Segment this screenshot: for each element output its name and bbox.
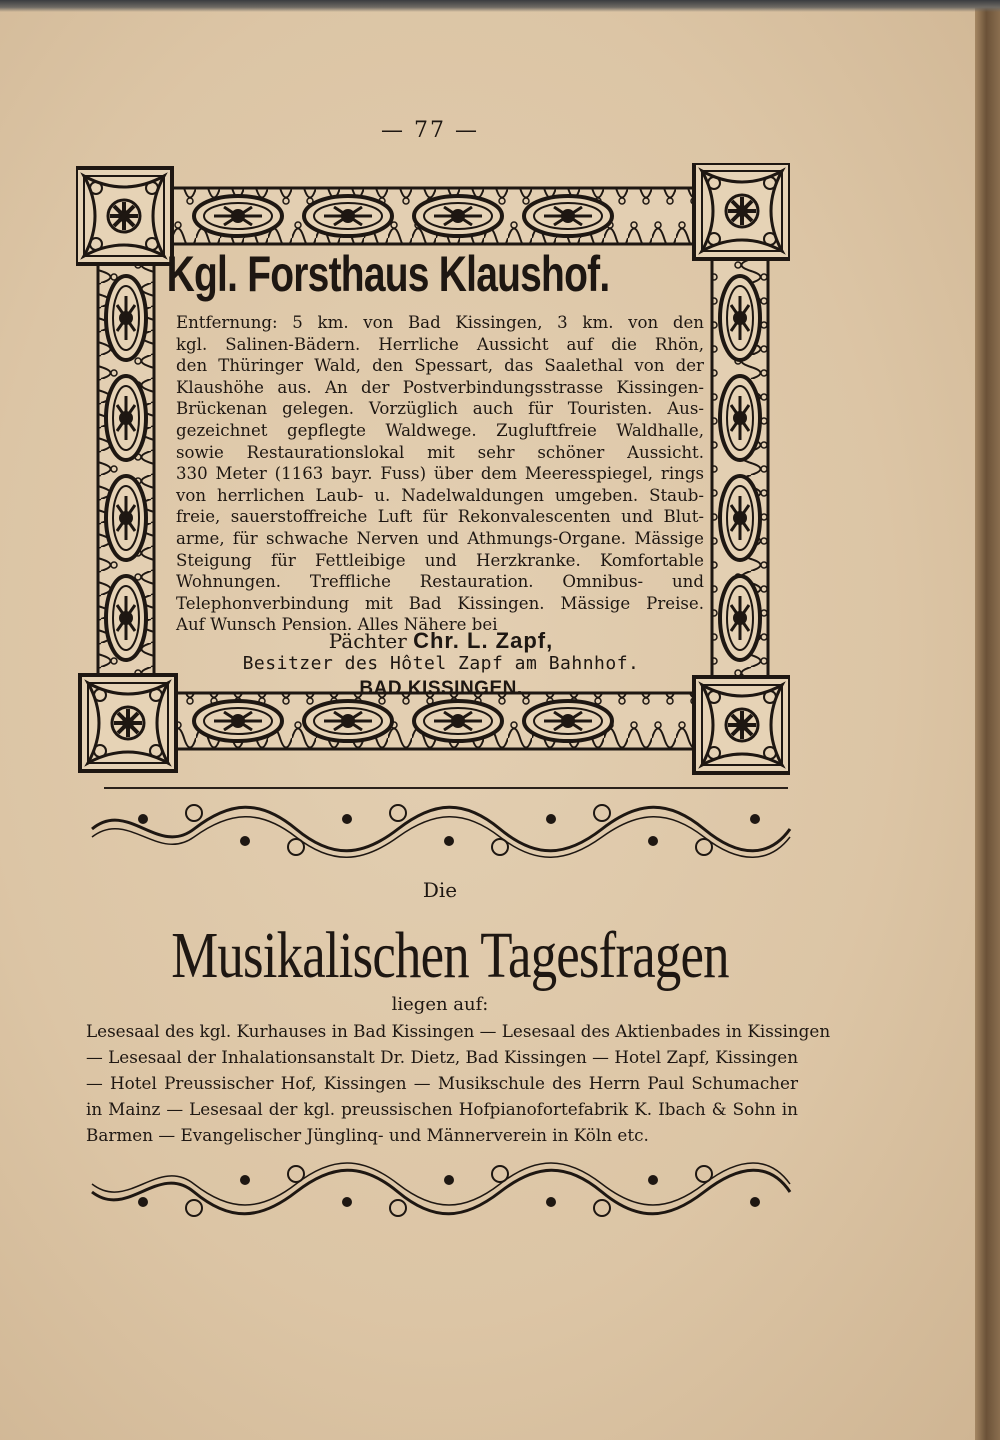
ad-text-line: von herrlichen Laub- u. Nadelwaldungen umgeben. Staub- — [176, 485, 704, 505]
ad-text-line: Entfernung: 5 km. von Bad Kissingen, 3 km. von den — [176, 313, 704, 332]
page-top-edge — [0, 0, 1000, 12]
lessee-name: Chr. L. Zapf, — [413, 628, 554, 653]
notice-text-line: in Mainz — Lesesaal der kgl. preussischen Hofpianofortefabrik K. Ibach & Sohn in — [86, 1099, 798, 1119]
ad-text-line: freie, sauerstoffreiche Luft für Rekonvalescenten und Blut- — [176, 507, 704, 527]
ad-text-line: Brückenan gelegen. Vorzüglich auch für Touristen. Aus- — [176, 399, 704, 419]
ad-text-line: arme, für schwache Nerven und Athmungs-Organe. Mässige — [176, 528, 704, 548]
notice-text-line: — Lesesaal der Inhalationsanstalt Dr. Dietz, Bad Kissingen — Hotel Zapf, Kissingen — [86, 1047, 798, 1067]
lessee-line — [176, 628, 706, 654]
notice-subtitle: liegen auf: — [391, 994, 489, 1015]
notice-text-line: — Hotel Preussischer Hof, Kissingen — Musikschule des Herrn Paul Schumacher — [86, 1073, 798, 1093]
scroll-ornament-bottom — [88, 1160, 794, 1224]
book-spine — [975, 0, 1000, 1440]
ad-text-line: den Thüringer Wald, den Spessart, das Saalethal von der — [176, 356, 704, 376]
city-line: BAD KISSINGEN. — [359, 678, 523, 699]
ad-text-line: Wohnungen. Treffliche Restauration. Omnibus- und — [176, 572, 704, 592]
ad-text-line: sowie Restaurationslokal mit sehr schöner Aussicht. — [176, 442, 704, 462]
advertisement-body — [176, 312, 704, 636]
ad-text-line: 330 Meter (1163 bayr. Fuss) über dem Meeresspiegel, rings — [176, 464, 704, 484]
ad-text-line: Telephonverbindung mit Bad Kissingen. Mässige Preise. — [176, 593, 704, 613]
notice-text-line: Lesesaal des kgl. Kurhauses in Bad Kissingen — Lesesaal des Aktienbades in Kissingen — [86, 1021, 831, 1041]
notice-text-line: Barmen — Evangelischer Jünglinq- und Männerverein in Köln etc. — [86, 1125, 649, 1145]
ad-text-line: Klaushöhe aus. An der Postverbindungsstrasse Kissingen- — [176, 377, 704, 397]
advertisement-title: Kgl. Forsthaus Klaushof. — [166, 246, 610, 302]
ad-text-line: kgl. Salinen-Bädern. Herrliche Aussicht auf die Rhön, — [176, 334, 704, 354]
ad-text-line: gezeichnet gepflegte Waldwege. Zugluftfreie Waldhalle, — [176, 420, 704, 440]
ad-text-line: Steigung für Fettleibige und Herzkranke. Komfortable — [176, 550, 704, 570]
notice-intro: Die — [422, 878, 458, 902]
owner-line: Besitzer des Hôtel Zapf am Bahnhof. — [242, 653, 640, 674]
notice-title: Musikalischen Tagesfragen — [171, 919, 729, 992]
scroll-ornament-top — [88, 797, 794, 861]
ad-text-line: Auf Wunsch Pension. Alles Nähere bei — [176, 615, 498, 635]
page-number: — 77 — — [381, 118, 479, 143]
horizontal-rule — [104, 787, 788, 789]
lessee-prefix: Pächter — [328, 629, 407, 653]
notice-body — [86, 1018, 831, 1148]
